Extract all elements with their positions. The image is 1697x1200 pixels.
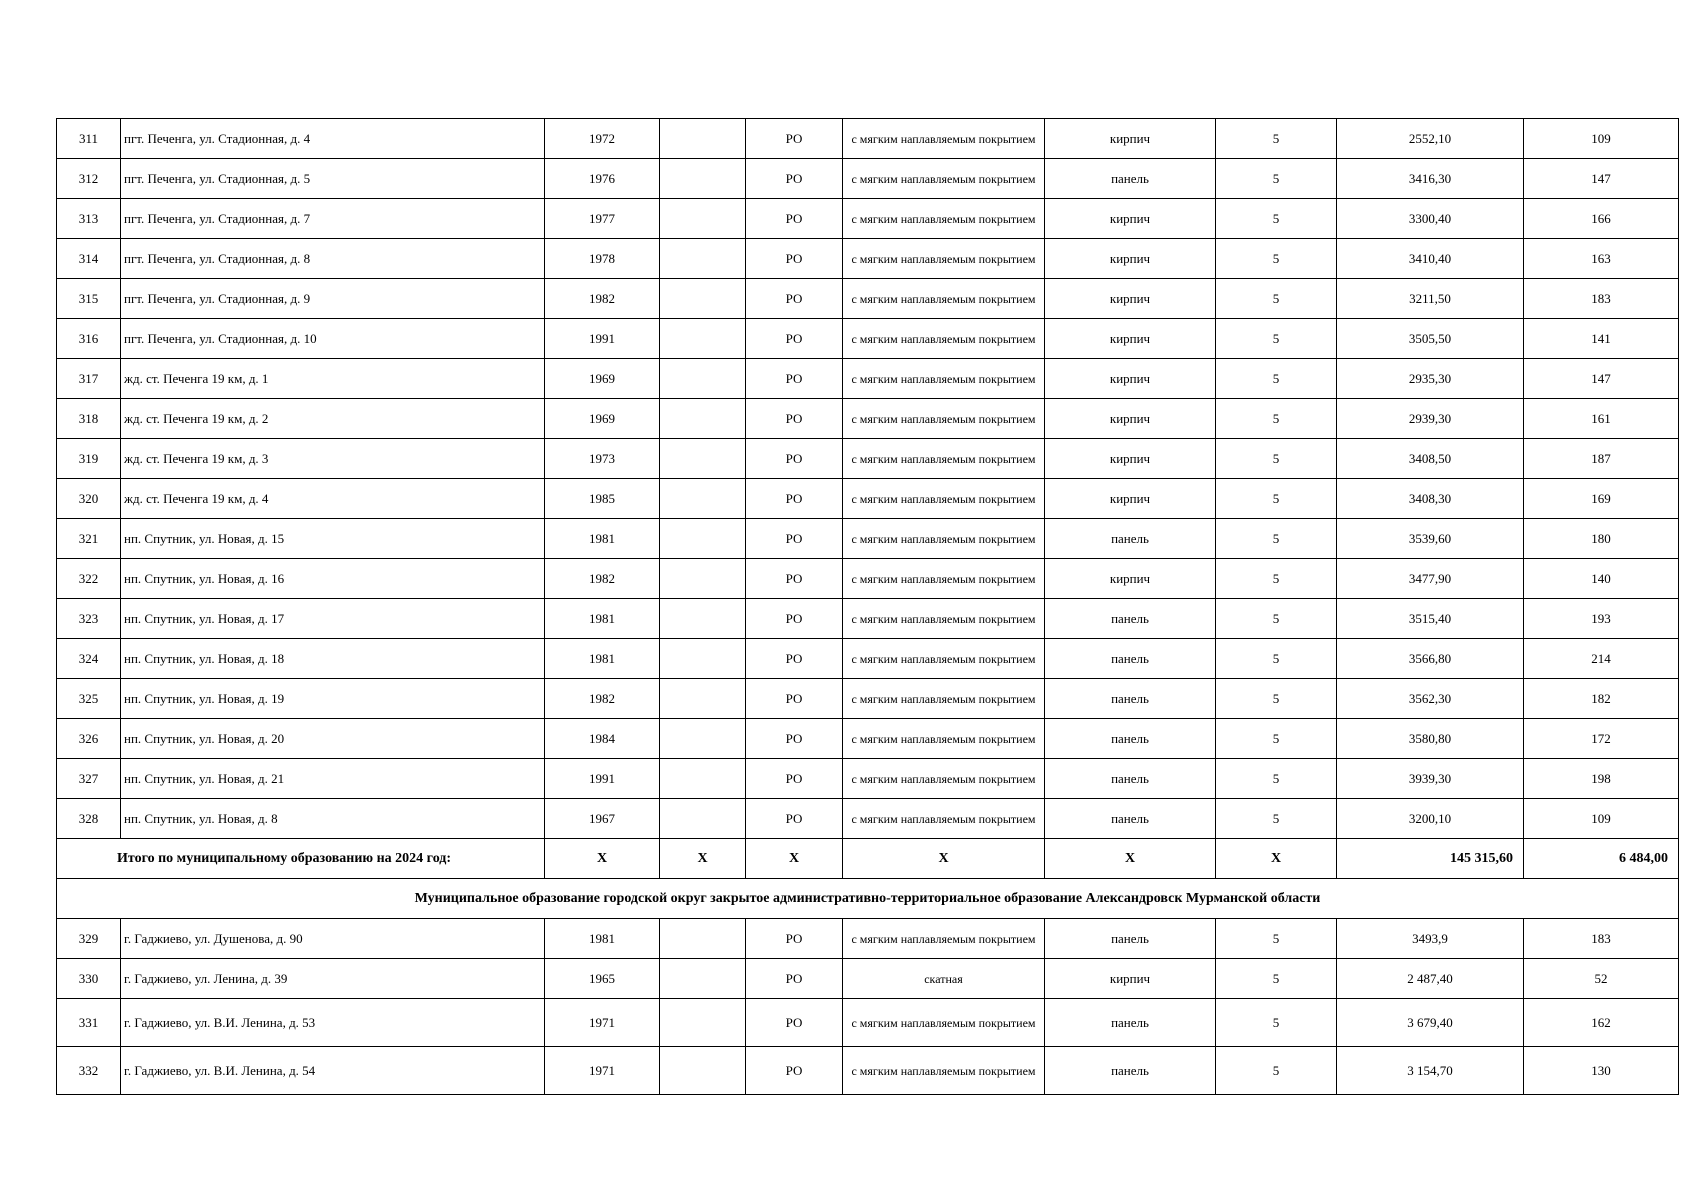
residents-cell: 147	[1524, 359, 1679, 399]
address-cell: жд. ст. Печенга 19 км, д. 3	[121, 439, 545, 479]
fund-type-cell: РО	[746, 719, 843, 759]
roof-type-cell: с мягким наплавляемым покрытием	[843, 319, 1045, 359]
roof-type-cell: с мягким наплавляемым покрытием	[843, 599, 1045, 639]
address-cell: жд. ст. Печенга 19 км, д. 2	[121, 399, 545, 439]
empty-cell	[660, 719, 746, 759]
total-row	[57, 839, 1679, 879]
wall-material-cell: панель	[1045, 999, 1216, 1047]
residents-cell: 172	[1524, 719, 1679, 759]
wall-material-cell: кирпич	[1045, 359, 1216, 399]
address-cell: нп. Спутник, ул. Новая, д. 20	[121, 719, 545, 759]
row-number-cell: 317	[57, 359, 121, 399]
rows-group-gadzhievo	[57, 919, 1679, 1095]
wall-material-cell: панель	[1045, 599, 1216, 639]
year-built-cell: 1991	[545, 319, 660, 359]
empty-cell	[660, 319, 746, 359]
residents-cell: 166	[1524, 199, 1679, 239]
wall-material-cell: панель	[1045, 1047, 1216, 1095]
area-cell: 3410,40	[1337, 239, 1524, 279]
area-cell: 2552,10	[1337, 119, 1524, 159]
year-built-cell: 1981	[545, 599, 660, 639]
roof-type-cell: с мягким наплавляемым покрытием	[843, 239, 1045, 279]
empty-cell	[660, 759, 746, 799]
area-cell: 3416,30	[1337, 159, 1524, 199]
roof-type-cell: с мягким наплавляемым покрытием	[843, 119, 1045, 159]
residents-cell: 180	[1524, 519, 1679, 559]
residents-cell: 130	[1524, 1047, 1679, 1095]
table-row	[57, 559, 1679, 599]
table-row	[57, 959, 1679, 999]
area-cell: 3562,30	[1337, 679, 1524, 719]
roof-type-cell: с мягким наплавляемым покрытием	[843, 439, 1045, 479]
residents-cell: 140	[1524, 559, 1679, 599]
residents-cell: 187	[1524, 439, 1679, 479]
year-built-cell: 1969	[545, 359, 660, 399]
area-cell: 2 487,40	[1337, 959, 1524, 999]
year-built-cell: 1981	[545, 519, 660, 559]
floors-cell: 5	[1216, 959, 1337, 999]
roof-type-cell: с мягким наплавляемым покрытием	[843, 999, 1045, 1047]
roof-type-cell: с мягким наплавляемым покрытием	[843, 399, 1045, 439]
address-cell: нп. Спутник, ул. Новая, д. 8	[121, 799, 545, 839]
floors-cell: 5	[1216, 1047, 1337, 1095]
empty-cell	[660, 399, 746, 439]
roof-type-cell: с мягким наплавляемым покрытием	[843, 279, 1045, 319]
row-number-cell: 327	[57, 759, 121, 799]
fund-type-cell: РО	[746, 399, 843, 439]
address-cell: нп. Спутник, ул. Новая, д. 17	[121, 599, 545, 639]
year-built-cell: 1985	[545, 479, 660, 519]
area-cell: 3300,40	[1337, 199, 1524, 239]
area-cell: 3539,60	[1337, 519, 1524, 559]
table-row	[57, 439, 1679, 479]
fund-type-cell: РО	[746, 319, 843, 359]
empty-cell	[660, 599, 746, 639]
fund-type-cell: РО	[746, 919, 843, 959]
area-cell: 2939,30	[1337, 399, 1524, 439]
rows-group-pechenga	[57, 119, 1679, 839]
wall-material-cell: кирпич	[1045, 319, 1216, 359]
year-built-cell: 1981	[545, 919, 660, 959]
roof-type-cell: с мягким наплавляемым покрытием	[843, 719, 1045, 759]
floors-cell: 5	[1216, 919, 1337, 959]
address-cell: нп. Спутник, ул. Новая, д. 18	[121, 639, 545, 679]
floors-cell: 5	[1216, 719, 1337, 759]
fund-type-cell: РО	[746, 799, 843, 839]
year-built-cell: 1981	[545, 639, 660, 679]
fund-type-cell: РО	[746, 559, 843, 599]
address-cell: пгт. Печенга, ул. Стадионная, д. 8	[121, 239, 545, 279]
roof-type-cell: с мягким наплавляемым покрытием	[843, 199, 1045, 239]
wall-material-cell: кирпич	[1045, 439, 1216, 479]
row-number-cell: 325	[57, 679, 121, 719]
table-row	[57, 479, 1679, 519]
table-row	[57, 799, 1679, 839]
wall-material-cell: панель	[1045, 719, 1216, 759]
floors-cell: 5	[1216, 359, 1337, 399]
floors-cell: 5	[1216, 519, 1337, 559]
residents-cell: 109	[1524, 119, 1679, 159]
empty-cell	[660, 639, 746, 679]
table-row	[57, 359, 1679, 399]
roof-type-cell: с мягким наплавляемым покрытием	[843, 1047, 1045, 1095]
fund-type-cell: РО	[746, 199, 843, 239]
area-cell: 3939,30	[1337, 759, 1524, 799]
table-row	[57, 719, 1679, 759]
year-built-cell: 1991	[545, 759, 660, 799]
row-number-cell: 331	[57, 999, 121, 1047]
floors-cell: 5	[1216, 799, 1337, 839]
table-row	[57, 199, 1679, 239]
address-cell: пгт. Печенга, ул. Стадионная, д. 7	[121, 199, 545, 239]
row-number-cell: 315	[57, 279, 121, 319]
wall-material-cell: панель	[1045, 639, 1216, 679]
empty-cell	[660, 159, 746, 199]
fund-type-cell: РО	[746, 599, 843, 639]
row-number-cell: 332	[57, 1047, 121, 1095]
area-cell: 3211,50	[1337, 279, 1524, 319]
floors-cell: 5	[1216, 439, 1337, 479]
floors-cell: 5	[1216, 559, 1337, 599]
floors-cell: 5	[1216, 279, 1337, 319]
area-cell: 3505,50	[1337, 319, 1524, 359]
table-row	[57, 519, 1679, 559]
address-cell: г. Гаджиево, ул. В.И. Ленина, д. 54	[121, 1047, 545, 1095]
table-row	[57, 239, 1679, 279]
floors-cell: 5	[1216, 159, 1337, 199]
total-label: Итого по муниципальному образованию на 2024 год:	[57, 839, 545, 879]
floors-cell: 5	[1216, 679, 1337, 719]
table-row	[57, 919, 1679, 959]
floors-cell: 5	[1216, 239, 1337, 279]
address-cell: нп. Спутник, ул. Новая, д. 15	[121, 519, 545, 559]
roof-type-cell: с мягким наплавляемым покрытием	[843, 639, 1045, 679]
roof-type-cell: с мягким наплавляемым покрытием	[843, 359, 1045, 399]
total-mark-blank: X	[660, 839, 746, 879]
residents-cell: 147	[1524, 159, 1679, 199]
floors-cell: 5	[1216, 399, 1337, 439]
roof-type-cell: с мягким наплавляемым покрытием	[843, 519, 1045, 559]
row-number-cell: 318	[57, 399, 121, 439]
empty-cell	[660, 519, 746, 559]
year-built-cell: 1982	[545, 559, 660, 599]
table-row	[57, 599, 1679, 639]
roof-type-cell: с мягким наплавляемым покрытием	[843, 759, 1045, 799]
residents-cell: 141	[1524, 319, 1679, 359]
row-number-cell: 320	[57, 479, 121, 519]
wall-material-cell: кирпич	[1045, 559, 1216, 599]
roof-type-cell: с мягким наплавляемым покрытием	[843, 679, 1045, 719]
table-row	[57, 399, 1679, 439]
floors-cell: 5	[1216, 759, 1337, 799]
wall-material-cell: кирпич	[1045, 239, 1216, 279]
row-number-cell: 316	[57, 319, 121, 359]
empty-cell	[660, 799, 746, 839]
residents-cell: 214	[1524, 639, 1679, 679]
total-area: 145 315,60	[1337, 839, 1524, 879]
area-cell: 3515,40	[1337, 599, 1524, 639]
empty-cell	[660, 199, 746, 239]
address-cell: жд. ст. Печенга 19 км, д. 4	[121, 479, 545, 519]
year-built-cell: 1976	[545, 159, 660, 199]
area-cell: 3408,30	[1337, 479, 1524, 519]
address-cell: нп. Спутник, ул. Новая, д. 21	[121, 759, 545, 799]
table-row	[57, 1047, 1679, 1095]
wall-material-cell: панель	[1045, 679, 1216, 719]
roof-type-cell: с мягким наплавляемым покрытием	[843, 799, 1045, 839]
year-built-cell: 1971	[545, 999, 660, 1047]
fund-type-cell: РО	[746, 759, 843, 799]
floors-cell: 5	[1216, 999, 1337, 1047]
area-cell: 2935,30	[1337, 359, 1524, 399]
roof-type-cell: с мягким наплавляемым покрытием	[843, 919, 1045, 959]
total-mark-ro: X	[746, 839, 843, 879]
residents-cell: 163	[1524, 239, 1679, 279]
address-cell: г. Гаджиево, ул. Душенова, д. 90	[121, 919, 545, 959]
residents-cell: 183	[1524, 279, 1679, 319]
empty-cell	[660, 959, 746, 999]
row-number-cell: 328	[57, 799, 121, 839]
floors-cell: 5	[1216, 639, 1337, 679]
wall-material-cell: кирпич	[1045, 399, 1216, 439]
area-cell: 3580,80	[1337, 719, 1524, 759]
fund-type-cell: РО	[746, 159, 843, 199]
wall-material-cell: кирпич	[1045, 199, 1216, 239]
address-cell: пгт. Печенга, ул. Стадионная, д. 5	[121, 159, 545, 199]
residents-cell: 193	[1524, 599, 1679, 639]
row-number-cell: 314	[57, 239, 121, 279]
table-row	[57, 159, 1679, 199]
row-number-cell: 330	[57, 959, 121, 999]
total-mark-year: X	[545, 839, 660, 879]
empty-cell	[660, 359, 746, 399]
table-row	[57, 759, 1679, 799]
floors-cell: 5	[1216, 599, 1337, 639]
fund-type-cell: РО	[746, 359, 843, 399]
total-group	[57, 839, 1679, 919]
wall-material-cell: кирпич	[1045, 119, 1216, 159]
fund-type-cell: РО	[746, 959, 843, 999]
residents-cell: 52	[1524, 959, 1679, 999]
year-built-cell: 1967	[545, 799, 660, 839]
table-row	[57, 999, 1679, 1047]
address-cell: нп. Спутник, ул. Новая, д. 16	[121, 559, 545, 599]
fund-type-cell: РО	[746, 639, 843, 679]
floors-cell: 5	[1216, 119, 1337, 159]
table-row	[57, 679, 1679, 719]
total-mark-floors: X	[1216, 839, 1337, 879]
wall-material-cell: панель	[1045, 799, 1216, 839]
year-built-cell: 1977	[545, 199, 660, 239]
row-number-cell: 324	[57, 639, 121, 679]
empty-cell	[660, 439, 746, 479]
empty-cell	[660, 919, 746, 959]
fund-type-cell: РО	[746, 999, 843, 1047]
wall-material-cell: панель	[1045, 759, 1216, 799]
row-number-cell: 311	[57, 119, 121, 159]
total-mark-roof: X	[843, 839, 1045, 879]
floors-cell: 5	[1216, 319, 1337, 359]
section-title: Муниципальное образование городской округ закрытое административно-территориальное образование Александровск Мурманской области	[57, 879, 1679, 919]
address-cell: г. Гаджиево, ул. В.И. Ленина, д. 53	[121, 999, 545, 1047]
roof-type-cell: с мягким наплавляемым покрытием	[843, 559, 1045, 599]
wall-material-cell: панель	[1045, 519, 1216, 559]
table-row	[57, 319, 1679, 359]
housing-register-table	[56, 118, 1679, 1095]
table-row	[57, 119, 1679, 159]
residents-cell: 183	[1524, 919, 1679, 959]
fund-type-cell: РО	[746, 519, 843, 559]
row-number-cell: 313	[57, 199, 121, 239]
address-cell: жд. ст. Печенга 19 км, д. 1	[121, 359, 545, 399]
year-built-cell: 1984	[545, 719, 660, 759]
address-cell: г. Гаджиево, ул. Ленина, д. 39	[121, 959, 545, 999]
empty-cell	[660, 679, 746, 719]
fund-type-cell: РО	[746, 479, 843, 519]
row-number-cell: 321	[57, 519, 121, 559]
year-built-cell: 1978	[545, 239, 660, 279]
row-number-cell: 329	[57, 919, 121, 959]
area-cell: 3493,9	[1337, 919, 1524, 959]
residents-cell: 169	[1524, 479, 1679, 519]
address-cell: пгт. Печенга, ул. Стадионная, д. 10	[121, 319, 545, 359]
residents-cell: 182	[1524, 679, 1679, 719]
wall-material-cell: кирпич	[1045, 959, 1216, 999]
year-built-cell: 1982	[545, 679, 660, 719]
fund-type-cell: РО	[746, 279, 843, 319]
floors-cell: 5	[1216, 199, 1337, 239]
year-built-cell: 1971	[545, 1047, 660, 1095]
residents-cell: 109	[1524, 799, 1679, 839]
residents-cell: 162	[1524, 999, 1679, 1047]
wall-material-cell: панель	[1045, 159, 1216, 199]
area-cell: 3408,50	[1337, 439, 1524, 479]
fund-type-cell: РО	[746, 1047, 843, 1095]
roof-type-cell: с мягким наплавляемым покрытием	[843, 479, 1045, 519]
row-number-cell: 326	[57, 719, 121, 759]
total-mark-wall: X	[1045, 839, 1216, 879]
fund-type-cell: РО	[746, 679, 843, 719]
address-cell: нп. Спутник, ул. Новая, д. 19	[121, 679, 545, 719]
table-row	[57, 279, 1679, 319]
wall-material-cell: кирпич	[1045, 479, 1216, 519]
address-cell: пгт. Печенга, ул. Стадионная, д. 4	[121, 119, 545, 159]
year-built-cell: 1972	[545, 119, 660, 159]
area-cell: 3 154,70	[1337, 1047, 1524, 1095]
year-built-cell: 1965	[545, 959, 660, 999]
area-cell: 3200,10	[1337, 799, 1524, 839]
row-number-cell: 323	[57, 599, 121, 639]
residents-cell: 198	[1524, 759, 1679, 799]
fund-type-cell: РО	[746, 119, 843, 159]
total-residents: 6 484,00	[1524, 839, 1679, 879]
year-built-cell: 1982	[545, 279, 660, 319]
empty-cell	[660, 119, 746, 159]
area-cell: 3477,90	[1337, 559, 1524, 599]
wall-material-cell: панель	[1045, 919, 1216, 959]
row-number-cell: 319	[57, 439, 121, 479]
address-cell: пгт. Печенга, ул. Стадионная, д. 9	[121, 279, 545, 319]
empty-cell	[660, 479, 746, 519]
area-cell: 3 679,40	[1337, 999, 1524, 1047]
fund-type-cell: РО	[746, 239, 843, 279]
table-row	[57, 639, 1679, 679]
row-number-cell: 322	[57, 559, 121, 599]
year-built-cell: 1969	[545, 399, 660, 439]
empty-cell	[660, 559, 746, 599]
roof-type-cell: скатная	[843, 959, 1045, 999]
section-header-row	[57, 879, 1679, 919]
floors-cell: 5	[1216, 479, 1337, 519]
area-cell: 3566,80	[1337, 639, 1524, 679]
empty-cell	[660, 1047, 746, 1095]
wall-material-cell: кирпич	[1045, 279, 1216, 319]
fund-type-cell: РО	[746, 439, 843, 479]
empty-cell	[660, 239, 746, 279]
empty-cell	[660, 999, 746, 1047]
year-built-cell: 1973	[545, 439, 660, 479]
row-number-cell: 312	[57, 159, 121, 199]
empty-cell	[660, 279, 746, 319]
roof-type-cell: с мягким наплавляемым покрытием	[843, 159, 1045, 199]
residents-cell: 161	[1524, 399, 1679, 439]
